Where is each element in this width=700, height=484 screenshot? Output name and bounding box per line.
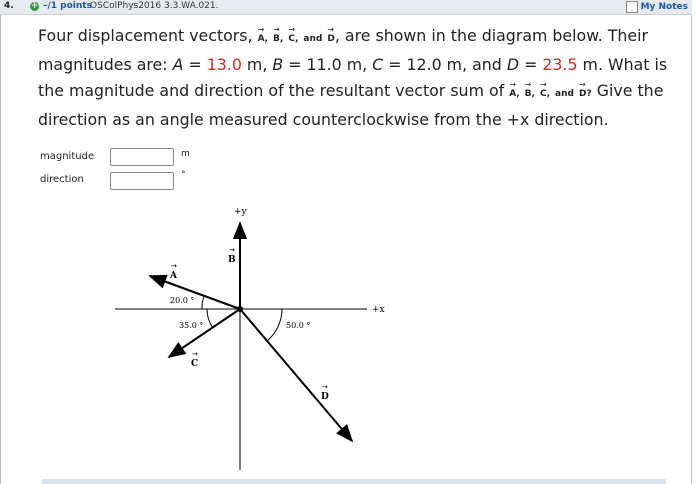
angle-d-arc [267, 309, 282, 341]
direction-label: direction [40, 174, 84, 185]
right-border [691, 0, 692, 484]
value-a: 13.0 [206, 55, 242, 74]
vector-b-inline: → B [273, 26, 280, 52]
question-number: 4. [4, 1, 14, 11]
magnitude-input[interactable] [110, 148, 174, 166]
svg-text:→: → [229, 246, 235, 254]
angle-a-label: 20.0 ° [170, 296, 195, 305]
value-c: 12.0 [406, 55, 442, 74]
vector-c-arrow [169, 309, 240, 357]
question-id: OSColPhys2016 3.3.WA.021. [90, 1, 219, 11]
svg-text:→: → [171, 262, 177, 270]
ask-text: What is the magnitude and direction of the resultant vector sum of [38, 55, 668, 100]
plus-icon[interactable]: + [30, 1, 39, 11]
label-b: B [228, 255, 236, 265]
points-link[interactable]: –/1 points [43, 1, 92, 11]
bottom-scroll-bar [42, 479, 666, 484]
magnitude-unit: m [181, 149, 190, 159]
my-notes-button[interactable] [626, 1, 688, 13]
intro-text: Four displacement vectors, [38, 26, 253, 45]
direction-instructions: Give the direction as an angle measured counterclockwise from the [38, 81, 664, 129]
angle-c-arc [207, 309, 213, 328]
direction-input[interactable] [110, 172, 174, 190]
my-notes-label[interactable]: My Notes [640, 2, 688, 12]
vector-a-inline: → A [258, 26, 265, 52]
value-b: 11.0 [306, 55, 342, 74]
question-header [0, 0, 692, 15]
label-d: D [321, 392, 329, 402]
left-border [0, 0, 1, 484]
label-a: A [170, 271, 177, 281]
angle-a-arc [202, 296, 204, 309]
angle-c-label: 35.0 ° [179, 321, 204, 330]
plus-y-label: +y [234, 207, 247, 217]
vector-a-arrow [150, 276, 240, 309]
after-list-text: , are shown in the diagram below. Their magnitudes are: [38, 26, 648, 74]
plus-x-label: +x [372, 305, 385, 315]
direction-unit: ° [181, 170, 186, 180]
value-d: 23.5 [542, 55, 578, 74]
angle-d-label: 50.0 ° [286, 321, 311, 330]
notes-checkbox-icon[interactable] [626, 1, 638, 13]
svg-text:→: → [192, 350, 198, 358]
svg-text:→: → [322, 383, 328, 391]
vector-d-inline: → D [327, 26, 334, 52]
vector-diagram [105, 195, 395, 475]
magnitude-label: magnitude [40, 151, 95, 162]
label-c: C [191, 359, 199, 369]
origin-dot [237, 306, 243, 312]
vector-c-inline: → C [288, 26, 295, 52]
question-text: Four displacement vectors, → A, → B, → C, and → D, are shown in the diagram below. Their magnitudes are: A = 13.0 m, B = 11.0 m, C = 12.0 m, and D = 23.5 m. What is the magnitude and direction of the resultant vector sum of → A, → B, → C, and → D? Give the direction as an angle measured counterclockwise from the +x direction. [38, 23, 668, 133]
